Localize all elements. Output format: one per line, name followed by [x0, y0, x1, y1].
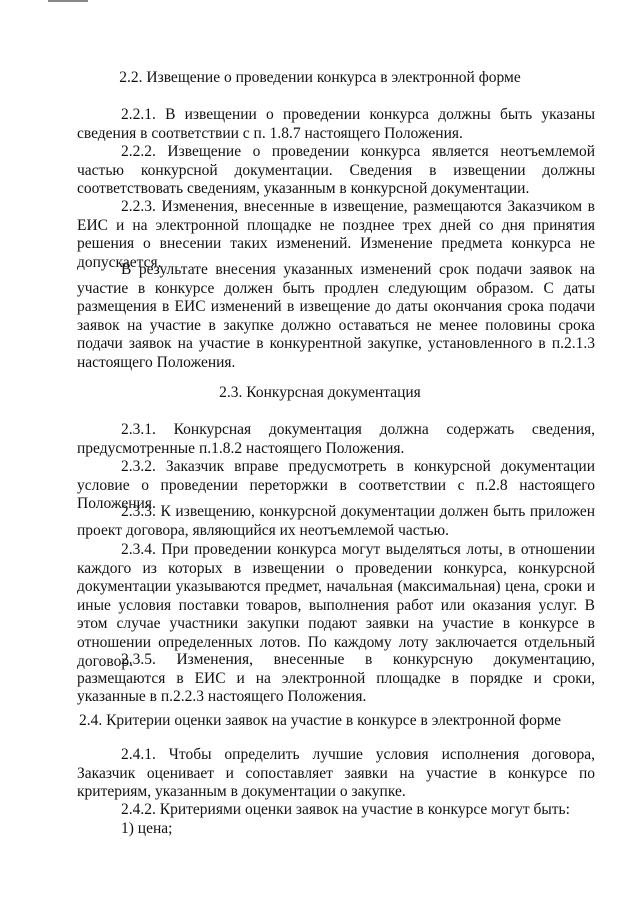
section-heading-2-2: 2.2. Извещение о проведении конкурса в электронной форме [119, 69, 521, 86]
paragraph-text: 2.2.3. Изменения, внесенные в извещение, размещаются Заказчиком в ЕИС и на электронной площадке не позднее трех дней со дня принятия решения о внесении таких изменений. Изменение предмета конкурса не допускается. [77, 198, 595, 271]
paragraph-text: 2.2.2. Извещение о проведении конкурса является неотъемлемой частью конкурсной документации. Сведения в извещении должны соответствовать сведениям, указанным в конкурсной документации. [77, 143, 595, 198]
paragraph-2-2-2 [77, 143, 595, 199]
paragraph-2-3-1 [77, 421, 595, 458]
section-heading-2-4: 2.4. Критерии оценки заявок на участие в конкурсе в электронной форме [78, 712, 562, 729]
section-heading-2-3: 2.3. Конкурсная документация [219, 384, 421, 401]
paragraph-2-2-3-cont [77, 261, 595, 373]
paragraph-text: В результате внесения указанных изменений срок подачи заявок на участие в конкурсе должен быть продлен следующим образом. С даты размещения в ЕИС изменений в извещение до даты окончания срока подачи заявок на участие в закупке должно оставаться не менее половины срока подачи заявок на участие в конкурентной закупке, установленного в п.2.1.3 настоящего Положения. [77, 261, 595, 371]
paragraph-text: 2.3.4. При проведении конкурса могут выделяться лоты, в отношении каждого из которых в извещении о проведении конкурса, конкурсной документации указываются предмет, начальная (максимальная) цена, сроки и иные условия поставки товаров, выполнения работ или оказания услуг. В этом случае участники закупки подают заявки на участие в конкурсе в отношении определенных лотов. По каждому лоту заключается отдельный договор. [77, 541, 595, 670]
list-item-price [77, 820, 595, 839]
paragraph-text: 2.3.2. Заказчик вправе предусмотреть в конкурсной документации условие о проведении переторжки в соответствии с п.2.8 настоящего Положения. [77, 458, 595, 513]
paragraph-2-4-2 [77, 801, 595, 820]
paragraph-text: 2.3.1. Конкурсная документация должна содержать сведения, предусмотренные п.1.8.2 настоящего Положения. [77, 421, 595, 457]
paragraph-text: 2.4.2. Критериями оценки заявок на участие в конкурсе могут быть: [121, 801, 570, 818]
paragraph-2-3-3 [77, 503, 595, 540]
paragraph-text: 2.2.1. В извещении о проведении конкурса должны быть указаны сведения в соответствии с п. 1.8.7 настоящего Положения. [77, 106, 595, 142]
list-item-text: 1) цена; [121, 820, 173, 837]
paragraph-text: 2.3.3. К извещению, конкурсной документации должен быть приложен проект договора, являющийся их неотъемлемой частью. [77, 503, 595, 539]
paragraph-2-4-1 [77, 746, 595, 802]
paragraph-2-2-1 [77, 106, 595, 143]
scan-edge-line [48, 0, 88, 2]
paragraph-2-3-5 [77, 651, 595, 707]
paragraph-text: 2.4.1. Чтобы определить лучшие условия исполнения договора, Заказчик оценивает и сопоставляет заявки на участие в конкурсе по критериям, указанным в документации о закупке. [77, 746, 595, 801]
paragraph-text: 2.3.5. Изменения, внесенные в конкурсную документацию, размещаются в ЕИС и на электронной площадке в порядке и сроки, указанные в п.2.2.3 настоящего Положения. [77, 651, 595, 706]
